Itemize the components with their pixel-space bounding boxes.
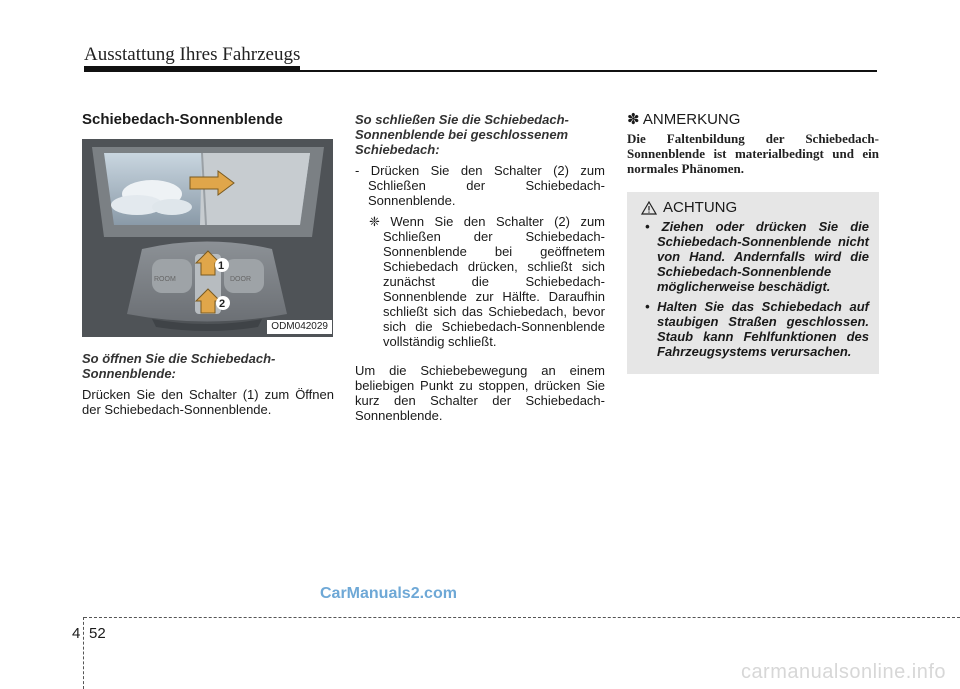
caution-title: ACHTUNG xyxy=(663,199,738,216)
door-button-label: DOOR xyxy=(230,276,251,283)
close-subhead: So schließen Sie die Schiebedach-Sonnenblende bei geschlossenem Schiebedach: xyxy=(355,112,569,157)
figure-code: ODM042029 xyxy=(267,320,332,334)
sunroof-illustration xyxy=(82,139,333,337)
column-middle xyxy=(355,112,605,433)
callout-1: 1 xyxy=(218,260,225,272)
site-watermark: carmanualsonline.info xyxy=(740,661,946,683)
caution-item: • Ziehen oder drücken Sie die Schiebedach-Sonnenblende nicht von Hand. Andernfalls wird die Schiebedach-Sonnenblende möglicherweise beschädigt. xyxy=(645,219,869,294)
section-title: Schiebedach-Sonnenblende xyxy=(82,111,283,128)
anmerkung-title: ✽ ANMERKUNG xyxy=(627,111,741,128)
stop-instructions: Um die Schiebebewegung an einem beliebigen Punkt zu stoppen, drücken Sie kurz den Schalter der Schiebedach-Sonnenblende. xyxy=(355,363,605,423)
close-note: ❈ Wenn Sie den Schalter (2) zum Schließen der Schiebedach-Sonnenblende bei geöffnetem Schiebedach drücken, schließt sich zunächst die Schiebedach-Sonnenblende zur Hälfte. Daraufhin schließt sich das Schiebedach, bevor sich die Schiebedach-Sonnenblende vollständig schließt. xyxy=(369,214,605,349)
warning-triangle-icon xyxy=(641,201,657,215)
footer-rule xyxy=(84,617,960,618)
chapter-number: 4 xyxy=(72,625,81,642)
page-header-title: Ausstattung Ihres Fahrzeugs xyxy=(84,44,301,65)
header-rule xyxy=(84,70,877,72)
footer-divider xyxy=(83,617,84,689)
anmerkung-text: Die Faltenbildung der Schiebedach-Sonnenblende ist materialbedingt und ein normales Phänomen. xyxy=(627,131,879,176)
caution-box xyxy=(627,192,879,374)
column-right xyxy=(627,112,879,374)
page-number: 52 xyxy=(89,625,106,642)
column-left xyxy=(82,112,334,427)
sunroof-figure xyxy=(82,139,333,337)
callout-2: 2 xyxy=(219,298,226,310)
open-subhead: So öffnen Sie die Schiebedach-Sonnenblende: xyxy=(82,351,276,381)
open-instructions: Drücken Sie den Schalter (1) zum Öffnen der Schiebedach-Sonnenblende. xyxy=(82,387,334,417)
caution-item: • Halten Sie das Schiebedach auf staubigen Straßen geschlossen. Staub kann Fehlfunktionen des Fahrzeugsystems verursachen. xyxy=(645,299,869,359)
close-step: - Drücken Sie den Schalter (2) zum Schließen der Schiebedach-Sonnenblende. xyxy=(355,163,605,208)
room-button-label: ROOM xyxy=(154,276,176,283)
caution-header xyxy=(641,200,869,215)
watermark-link[interactable]: CarManuals2.com xyxy=(320,585,457,602)
